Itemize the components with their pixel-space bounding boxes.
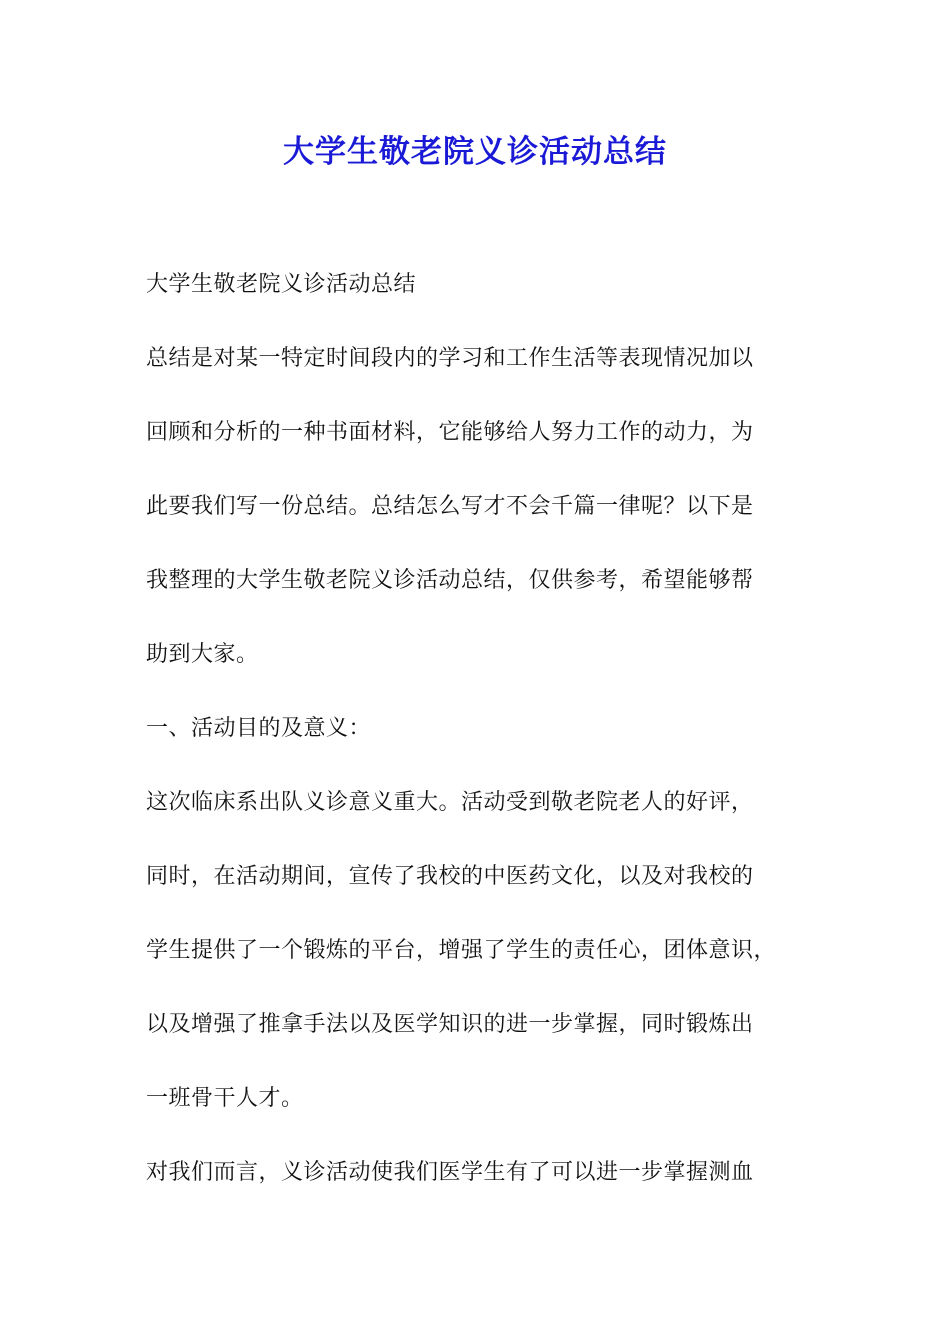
body-line: 助到大家。 (146, 642, 259, 667)
body-line: 大学生敬老院义诊活动总结 (146, 272, 417, 297)
body-line: 学生提供了一个锻炼的平台，增强了学生的责任心，团体意识， (146, 938, 777, 963)
body-line: 总结是对某一特定时间段内的学习和工作生活等表现情况加以 (146, 346, 754, 371)
body-line: 回顾和分析的一种书面材料，它能够给人努力工作的动力，为 (146, 420, 754, 445)
body-line: 以及增强了推拿手法以及医学知识的进一步掌握，同时锻炼出 (146, 1012, 754, 1037)
document-body (146, 262, 836, 1224)
body-line: 这次临床系出队义诊意义重大。活动受到敬老院老人的好评， (146, 790, 754, 815)
section-heading: 一、活动目的及意义： (146, 716, 372, 741)
document-title: 大学生敬老院义诊活动总结 (283, 134, 667, 170)
body-line: 我整理的大学生敬老院义诊活动总结，仅供参考，希望能够帮 (146, 568, 754, 593)
body-line: 同时，在活动期间，宣传了我校的中医药文化，以及对我校的 (146, 864, 754, 889)
body-line: 此要我们写一份总结。总结怎么写才不会千篇一律呢？以下是 (146, 494, 754, 519)
body-line: 对我们而言，义诊活动使我们医学生有了可以进一步掌握测血 (146, 1160, 754, 1185)
body-line: 一班骨干人才。 (146, 1086, 304, 1111)
